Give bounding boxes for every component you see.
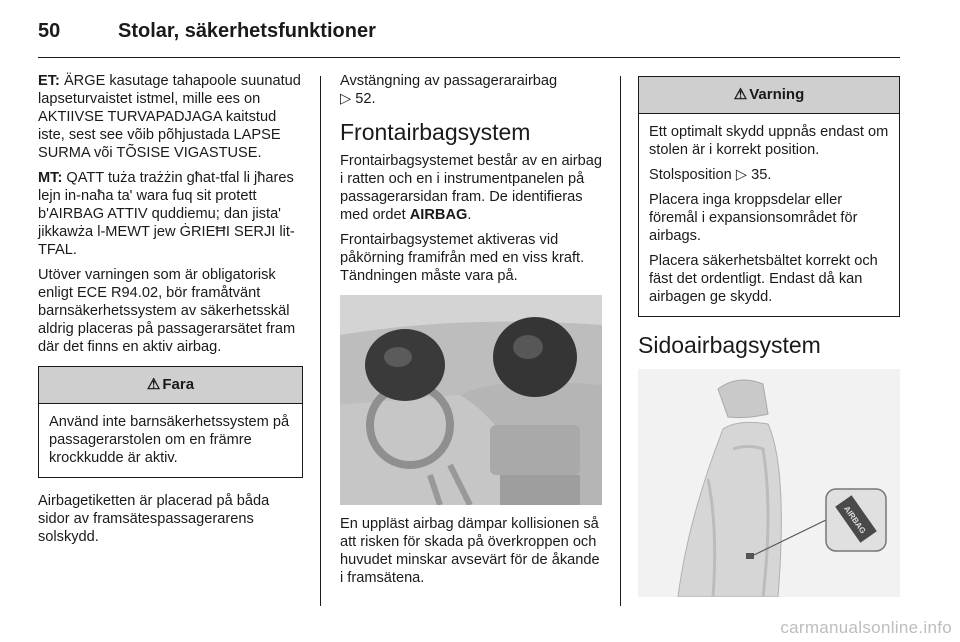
section-heading: Frontairbagsystem: [340, 119, 531, 145]
lang-label-mt: MT:: [38, 170, 63, 186]
body-paragraph: [340, 152, 602, 224]
ref-page: 52.: [355, 91, 376, 107]
front-airbag-illustration: [340, 295, 602, 505]
column-right: [638, 72, 900, 607]
warning-text: Ett optimalt skydd uppnås endast om stolen är i korrekt position.: [649, 124, 889, 158]
warning-triangle-icon: ⚠: [146, 376, 161, 393]
column-divider: [620, 76, 621, 606]
airbag-label-text: AIRBAG: [842, 504, 868, 536]
ref-arrow-icon: ▷: [735, 167, 748, 183]
page-title: Stolar, säkerhetsfunktioner: [118, 20, 376, 42]
et-text: ÄRGE kasutage tahapoole suunatud lapseturvaistet istmel, mille ees on AKTIIVSE TURVAPADJAGA kaitstud iste, sest see võib põhjustada LAPSE SURMA või TÕSISE VIGASTUSE.: [38, 73, 301, 161]
warning-reference: [649, 166, 890, 184]
danger-box-header: [39, 367, 302, 404]
danger-box: [38, 366, 303, 478]
column-left: [38, 72, 303, 553]
body-paragraph: Airbagetiketten är placerad på båda sidor av framsätespassagerarens solskydd.: [38, 493, 270, 545]
warning-text: Placera säkerhetsbältet korrekt och fäst det ordentligt. Endast då kan airbagen ge skydd.: [649, 253, 878, 305]
warning-text: Placera inga kroppsdelar eller föremål i expansionsområdet för airbags.: [649, 192, 858, 244]
p1-text: Frontairbagsystemet består av en airbag i ratten och en i instrumentpanelen på passagerarsidan fram. De identifieras med ordet: [340, 153, 603, 223]
side-airbag-illustration: [638, 369, 900, 597]
warning-box-body: [639, 114, 899, 316]
section-heading: Sidoairbagsystem: [638, 332, 821, 358]
ref-page: 35.: [751, 167, 772, 183]
warning-title: Varning: [749, 86, 805, 103]
danger-title: Fara: [162, 376, 195, 393]
p1-bold: AIRBAG: [409, 207, 468, 223]
warning-box: [638, 76, 900, 317]
cross-reference: [340, 72, 602, 108]
page-header: [38, 14, 900, 54]
column-divider: [320, 76, 321, 606]
warning-box-header: [639, 77, 899, 114]
front-airbag-image: [340, 295, 602, 505]
ref-text: Avstängning av passagerarairbag: [340, 73, 558, 89]
header-rule: [38, 57, 900, 58]
column-middle: [340, 72, 602, 594]
estonian-warning: [38, 72, 303, 162]
warning-triangle-icon: ⚠: [733, 86, 748, 103]
maltese-warning: [38, 169, 303, 259]
body-paragraph: Frontairbagsystemet aktiveras vid påkörning framifrån med en viss kraft. Tändningen måste vara på.: [340, 232, 585, 284]
figure-caption: En uppläst airbag dämpar kollisionen så att risken för skada på överkroppen och huvudet minskar avsevärt för de åkande i framsätena.: [340, 516, 600, 586]
page-number: 50: [38, 20, 61, 42]
watermark-site: carmanualsonline.info: [780, 618, 952, 637]
ref-text: Stolsposition: [649, 167, 732, 183]
p1-post: .: [467, 207, 472, 223]
side-airbag-image: [638, 369, 900, 597]
danger-text: Använd inte barnsäkerhetssystem på passagerarstolen om en främre krockkudde är aktiv.: [49, 414, 290, 466]
mt-text: QATT tuża trażżin għat-tfal li jħares lejn in-naħa ta' wara fuq sit protett b'AIRBAG ATTIV quddiemu; dan jista' jikkawża l-MEWT jew ĠRIEĦI SERJI lit-TFAL.: [38, 170, 295, 258]
ref-arrow-icon: ▷: [340, 91, 352, 107]
danger-box-body: [39, 404, 302, 477]
lang-label-et: ET:: [38, 73, 60, 89]
body-paragraph: Utöver varningen som är obligatorisk enligt ECE R94.02, bör framåtvänt barnsäkerhetssystem av säkerhetsskäl aldrig placeras på passagerarsätet fram där det finns en aktiv airbag.: [38, 267, 296, 355]
